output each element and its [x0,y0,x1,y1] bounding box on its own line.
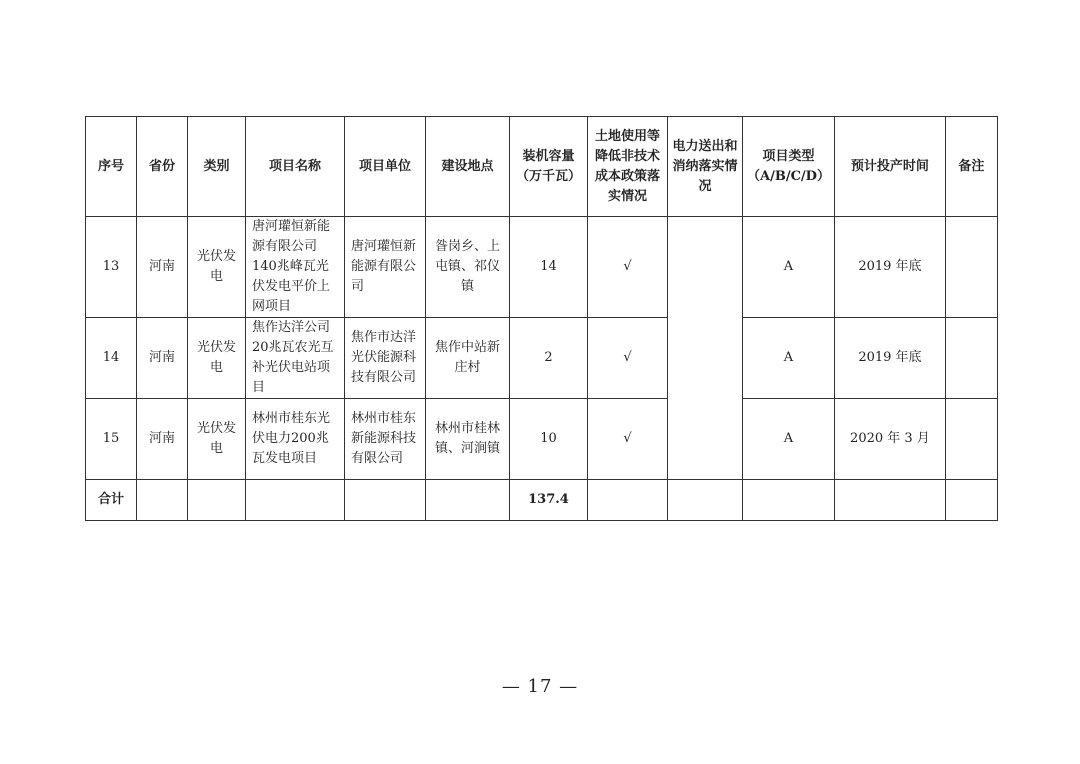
header-cell: 项目类型（A/B/C/D） [743,117,835,217]
header-cell: 建设地点 [426,117,510,217]
note-cell [945,318,997,399]
row-number: 13 [86,217,137,318]
empty-cell [945,480,997,521]
project-type-cell: A [743,217,835,318]
operation-time-cell: 2019 年底 [834,217,945,318]
category-cell: 光伏发电 [188,318,246,399]
header-cell: 装机容量（万千瓦） [510,117,588,217]
header-cell: 土地使用等降低非技术成本政策落实情况 [588,117,668,217]
operation-time-cell: 2020 年 3 月 [834,399,945,480]
note-cell [945,217,997,318]
land-policy-cell: √ [588,318,668,399]
land-policy-cell: √ [588,399,668,480]
row-number: 14 [86,318,137,399]
page-number: — 17 — [501,676,579,697]
header-cell: 省份 [137,117,188,217]
empty-cell [588,480,668,521]
header-cell: 序号 [86,117,137,217]
empty-cell [188,480,246,521]
operation-time-cell: 2019 年底 [834,318,945,399]
category-cell: 光伏发电 [188,399,246,480]
header-cell: 电力送出和消纳落实情况 [668,117,743,217]
project-table [85,116,998,521]
empty-cell [246,480,345,521]
row-number: 15 [86,399,137,480]
project-unit-cell: 唐河瓘恒新能源有限公司 [345,217,426,318]
province-cell: 河南 [137,399,188,480]
total-label: 合计 [86,480,137,521]
land-policy-cell: √ [588,217,668,318]
note-cell [945,399,997,480]
table-row [86,399,998,480]
header-row [86,117,998,217]
project-name-cell: 林州市桂东光伏电力200兆瓦发电项目 [246,399,345,480]
province-cell: 河南 [137,217,188,318]
table-row [86,318,998,399]
project-unit-cell: 焦作市达洋光伏能源科技有限公司 [345,318,426,399]
project-name-cell: 焦作达洋公司20兆瓦农光互补光伏电站项目 [246,318,345,399]
total-row [86,480,998,521]
empty-cell [834,480,945,521]
category-cell: 光伏发电 [188,217,246,318]
project-name-cell: 唐河瓘恒新能源有限公司140兆峰瓦光伏发电平价上网项目 [246,217,345,318]
table-row [86,217,998,318]
capacity-cell: 2 [510,318,588,399]
project-type-cell: A [743,399,835,480]
empty-cell [668,480,743,521]
total-capacity: 137.4 [510,480,588,521]
location-cell: 昝岗乡、上屯镇、祁仪镇 [426,217,510,318]
province-cell: 河南 [137,318,188,399]
header-cell: 类别 [188,117,246,217]
empty-cell [743,480,835,521]
empty-cell [426,480,510,521]
location-cell: 林州市桂林镇、河涧镇 [426,399,510,480]
header-cell: 项目名称 [246,117,345,217]
header-cell: 备注 [945,117,997,217]
project-unit-cell: 林州市桂东新能源科技有限公司 [345,399,426,480]
capacity-cell: 10 [510,399,588,480]
project-type-cell: A [743,318,835,399]
header-cell: 预计投产时间 [834,117,945,217]
grid-consumption-cell [668,217,743,480]
empty-cell [345,480,426,521]
location-cell: 焦作中站新庄村 [426,318,510,399]
empty-cell [137,480,188,521]
capacity-cell: 14 [510,217,588,318]
header-cell: 项目单位 [345,117,426,217]
